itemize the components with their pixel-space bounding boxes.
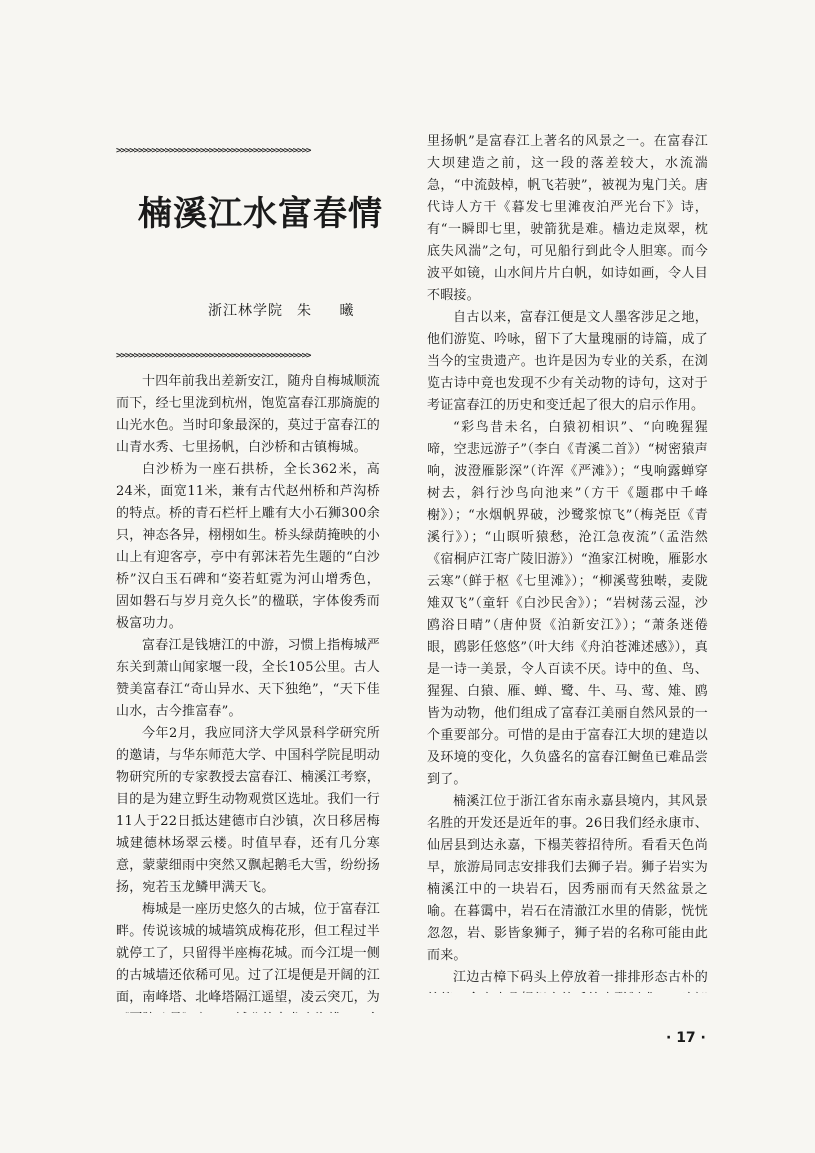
byline: [208, 300, 365, 320]
paragraph: 楠溪江位于浙江省东南永嘉县境内，其风景名胜的开发还是近年的事。26日我们经永康市、仙居县到达永嘉，下榻芙蓉招待所。看看天色尚早，旅游局同志安排我们去狮子岩。狮子岩实为楠溪江中的一块岩石，因秀丽而有天然盆景之喻。在暮霭中，岩石在清澈江水里的倩影，恍恍忽忽，岩、影皆象狮子，狮子岩的名称可能由此而来。: [427, 794, 708, 963]
left-column: [116, 371, 380, 1013]
paragraph: 梅城是一座历史悠久的古城，位于富春江畔。传说该城的城墙筑成梅花形，但工程过半就停工了，只留得半座梅花城。而今江堤一侧的古城墙还依稀可见。过了江堤便是开阔的江面，南峰塔、北峰塔隔江遥望，凌云突兀，为: [116, 902, 380, 1005]
right-column: [427, 131, 708, 993]
paragraph: 江边古樟下码头上停放着一排排形态古朴的: [453, 970, 708, 985]
paragraph: 富春江是钱塘江的中游，习惯上指梅城严东关到萧山闻家堰一段，全长105公里。古人赞美富春江“奇山异水、天下独绝”，“天下佳山水，古今推富春”。: [116, 638, 380, 719]
author-affiliation: 浙江林学院: [208, 303, 283, 319]
author-name: 朱 曦: [297, 303, 366, 319]
page-number: · 17 ·: [666, 1030, 706, 1046]
paragraph: “彩鸟昔未名，白猿初相识”、“向晚猩猩啼，空悲远游子”（李白《青溪二首》）“树密猿声响，波澄雁影深”（许浑《严滩》）；“曳响露蝉穿树去，斜行沙鸟向池来”（方干《题郡中千峰榭》）；“水烟帆界破，沙鹭浆惊飞”（梅尧臣《青溪行》）；“山暝听猿愁，沧江急夜流”（孟浩然《宿桐庐江寄广陵旧游》）“渔家江树晚，雁影水云寒”（鲜于枢《七里滩》）；“柳溪莺独啭，麦陇雉双飞”（童轩《白沙民舍》）；“岩树荡云湿，沙鸥浴日晴”（唐仲贤《泊新安江》）；“萧条迷倦眼，鸥影任悠悠”（叶大纬《舟泊苍滩述感》），真是一诗一美景，令人百读不厌。诗中的鱼、鸟、猩猩、白猿、雁、蝉、鹭、牛、马、莺、雉、鸥皆为动物，他们组成了富春江美丽自然风景的一个重要部分。可惜的是由于富春江大坝的建造以及环境的变化，久负盛名的富春江鲥鱼已难品尝到了。: [427, 420, 708, 787]
paragraph: 十四年前我出差新安江，随舟自梅城顺流而下，经七里泷到杭州，饱览富春江那旖旎的山光水色。当时印象最深的，莫过于富春江的山青水秀、七里扬帆，白沙桥和古镇梅城。: [116, 374, 380, 455]
paragraph: 自古以来，富春江便是文人墨客涉足之地，他们游览、吟咏，留下了大量瑰丽的诗篇，成了当今的宝贵遗产。也许是因为专业的关系，在浏览古诗中竟也发现不少有关动物的诗句，这对于考证富春江的历史和变迁起了很大的启示作用。: [427, 310, 708, 413]
article-title: 楠溪江水富春情: [138, 194, 383, 234]
paragraph-continued: 里扬帆”是富春江上著名的风景之一。在富春江大坝建造之前，这一段的落差较大，水流湍急，“中流鼓棹，帆飞若驶”，被视为鬼门关。唐代诗人方干《暮发七里滩夜泊严光台下》诗，有“一瞬即七里，驶箭犹是难。樯边走岚翠，枕底失风湍”之句，可见船行到此令人胆寒。而今波平如镜，山水间片片白帆，如诗如画，令人目不暇接。: [427, 134, 708, 303]
paragraph: 白沙桥为一座石拱桥，全长362米，高24米，面宽11米，兼有古代赵州桥和芦沟桥的特点。桥的青石栏杆上雕有大小石狮300余只，神态各异，栩栩如生。桥头绿荫掩映的小山上有迎客亭，亭中有郭沫若先生题的“白沙桥”汉白玉石碑和“姿若虹霓为河山增秀色，固如磐石与岁月竞久长”的楹联，字体俊秀而极富功力。: [116, 462, 380, 631]
decorative-rule-middle: >>>>>>>>>>>>>>>>>>>>>>>>>>>>>>>>>>>>>>>>>>>>: [116, 351, 311, 361]
decorative-rule-top: >>>>>>>>>>>>>>>>>>>>>>>>>>>>>>>>>>>>>>>>>>>>: [116, 146, 311, 156]
paragraph: 今年2月，我应同济大学风景科学研究所的邀请，与华东师范大学、中国科学院昆明动物研究所的专家教授去富春江、楠溪江考察，目的是为建立野生动物观赏区选址。我们一行11人于22日抵达建德市白沙镇，次日移居梅城建德林场翠云楼。时值早春，还有几分寒意，蒙蒙细雨中突然又飘起鹅毛大雪，纷纷扬扬，宛若玉龙鳞甲满天飞。: [116, 726, 380, 895]
